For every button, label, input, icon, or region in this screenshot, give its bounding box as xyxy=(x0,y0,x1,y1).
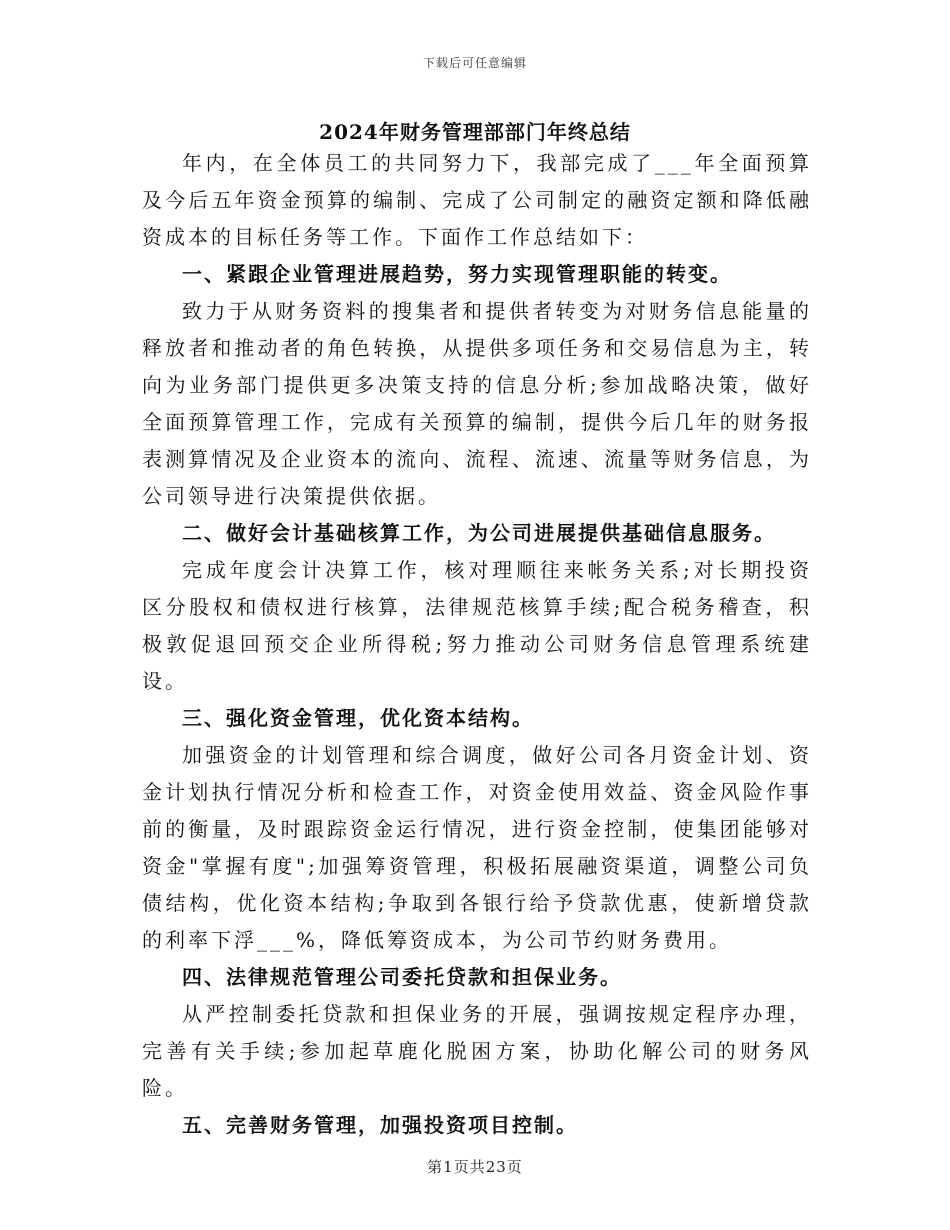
section-2-body: 完成年度会计决算工作，核对理顺往来帐务关系;对长期投资区分股权和债权进行核算，法律规范核算手续;配合税务稽查，积极敦促退回预交企业所得税;努力推动公司财务信息管理系统建设。 xyxy=(142,558,812,693)
section-3-heading: 三、强化资金管理，优化资本结构。 xyxy=(182,706,534,730)
section-5-heading: 五、完善财务管理，加强投资项目控制。 xyxy=(182,1113,578,1137)
page-number: 第1页共23页 xyxy=(427,1158,523,1176)
section-4-heading: 四、法律规范管理公司委托贷款和担保业务。 xyxy=(182,965,622,989)
header-note: 下载后可任意编辑 xyxy=(422,56,527,70)
section-4-body: 从严控制委托贷款和担保业务的开展，强调按规定程序办理，完善有关手续;参加起草鹿化脱困方案，协助化解公司的财务风险。 xyxy=(142,1002,812,1100)
section-3-body: 加强资金的计划管理和综合调度，做好公司各月资金计划、资金计划执行情况分析和检查工作，对资金使用效益、资金风险作事前的衡量，及时跟踪资金运行情况，进行资金控制，使集团能够对资金"掌握有度";加强筹资管理，积极拓展融资渠道，调整公司负债结构，优化资本结构;争取到各银行给予贷款优惠，使新增贷款的利率下浮___%，降低筹资成本，为公司节约财务费用。 xyxy=(142,743,812,952)
section-2-heading: 二、做好会计基础核算工作，为公司进展提供基础信息服务。 xyxy=(182,521,776,545)
section-1-body: 致力于从财务资料的搜集者和提供者转变为对财务信息能量的释放者和推动者的角色转换，从提供多项任务和交易信息为主，转向为业务部门提供更多决策支持的信息分析;参加战略决策，做好全面预算管理工作，完成有关预算的编制，提供今后几年的财务报表测算情况及企业资本的流向、流程、流速、流量等财务信息，为公司领导进行决策提供依据。 xyxy=(142,299,812,508)
document-body xyxy=(142,145,812,1144)
document-title: 2024年财务管理部部门年终总结 xyxy=(319,120,631,144)
intro-paragraph: 年内，在全体员工的共同努力下，我部完成了___年全面预算及今后五年资金预算的编制、完成了公司制定的融资定额和降低融资成本的目标任务等工作。下面作工作总结如下： xyxy=(142,151,812,249)
section-1-heading: 一、紧跟企业管理进展趋势，努力实现管理职能的转变。 xyxy=(182,262,732,286)
